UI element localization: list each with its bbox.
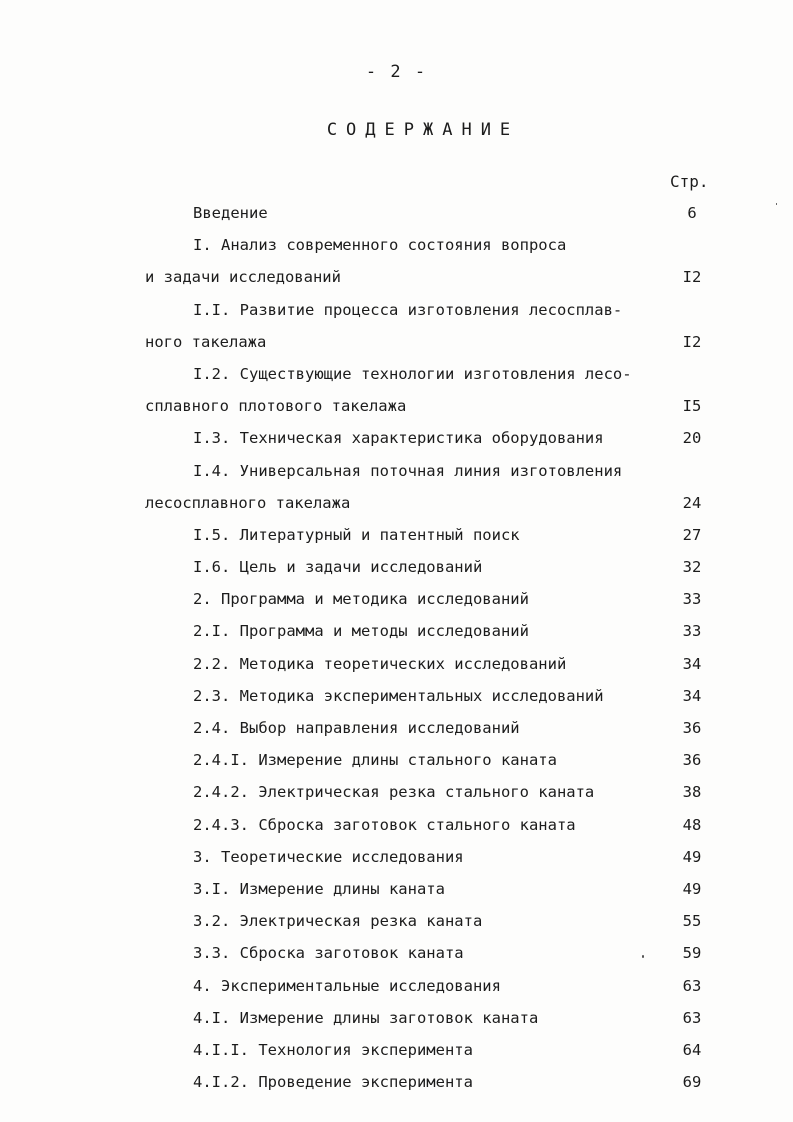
toc-entry-title: 2.4.3. Сброска заготовок стального каната — [193, 815, 576, 834]
toc-entry-page: 63 — [682, 976, 702, 995]
toc-entry-title: I.I. Развитие процесса изготовления лесосплав- — [193, 300, 623, 319]
toc-entry — [0, 777, 793, 809]
page-title: СОДЕРЖАНИЕ — [326, 120, 520, 140]
toc-entry-title: 2.4.2. Электрическая резка стального каната — [193, 783, 595, 802]
toc-entry-title: 4.I.2. Проведение эксперимента — [193, 1073, 473, 1092]
toc-entry-title: I.5. Литературный и патентный поиск — [193, 525, 520, 544]
toc-entry — [0, 649, 793, 681]
toc-entry-title: 2.I. Программа и методы исследований — [193, 622, 529, 641]
toc-entry — [0, 745, 793, 777]
toc-entry — [0, 327, 793, 359]
toc-entry-title: 3.I. Измерение длины каната — [193, 879, 445, 898]
toc-entry — [0, 520, 793, 552]
toc-entry — [0, 456, 793, 488]
toc-entry — [0, 938, 793, 970]
toc-entry-page: 55 — [682, 912, 702, 931]
toc-entry-page: 69 — [682, 1073, 702, 1092]
toc-entry-title: 2.2. Методика теоретических исследований — [193, 654, 567, 673]
scan-speck — [776, 203, 777, 205]
toc-entry-title: Введение — [193, 204, 268, 222]
toc-entry-title: I.3. Техническая характеристика оборудования — [193, 429, 604, 448]
toc-entry — [0, 681, 793, 713]
toc-entry-title: и задачи исследований — [145, 268, 341, 287]
toc-entry-page: 59 — [682, 944, 702, 963]
toc-entry-title: I.6. Цель и задачи исследований — [193, 558, 483, 577]
toc-entry-title: ного такелажа — [145, 332, 267, 351]
scan-speck — [642, 955, 644, 958]
toc-entry — [0, 423, 793, 455]
toc-entry-title: I. Анализ современного состояния вопроса — [193, 236, 567, 255]
toc-entry-page: 20 — [682, 429, 702, 448]
toc-entry-title: 2. Программа и методика исследований — [193, 590, 529, 609]
toc-entry-page: 32 — [682, 558, 702, 577]
table-of-contents — [0, 198, 793, 1099]
toc-entry — [0, 1067, 793, 1099]
toc-entry-page: I2 — [682, 332, 702, 351]
toc-entry-page: 33 — [682, 622, 702, 641]
toc-entry — [0, 874, 793, 906]
toc-entry-title: 2.4. Выбор направления исследований — [193, 719, 520, 737]
toc-entry — [0, 359, 793, 391]
toc-entry-page: 38 — [682, 783, 702, 802]
toc-entry-page: 63 — [682, 1008, 702, 1027]
toc-entry — [0, 262, 793, 294]
toc-entry-page: I2 — [682, 268, 702, 287]
toc-entry-page: 36 — [682, 751, 702, 770]
toc-entry — [0, 488, 793, 520]
toc-entry — [0, 198, 793, 230]
toc-entry-page: 34 — [682, 686, 702, 705]
toc-entry-title: лесосплавного такелажа — [145, 493, 351, 512]
toc-entry — [0, 295, 793, 327]
toc-entry — [0, 616, 793, 648]
toc-entry-page: 48 — [682, 815, 702, 834]
toc-entry-page: 33 — [682, 590, 702, 609]
toc-entry — [0, 391, 793, 423]
toc-entry-page: 64 — [682, 1040, 702, 1059]
toc-entry-title: 4.I.I. Технология эксперимента — [193, 1040, 473, 1059]
toc-entry-title: сплавного плотового такелажа — [145, 397, 407, 416]
toc-entry-page: 36 — [682, 719, 702, 737]
toc-entry-page: 49 — [682, 879, 702, 898]
toc-entry — [0, 810, 793, 842]
toc-entry — [0, 713, 793, 745]
toc-entry-page: 27 — [682, 525, 702, 544]
toc-entry — [0, 1035, 793, 1067]
toc-entry-title: I.2. Существующие технологии изготовления лесо- — [193, 364, 632, 383]
toc-entry-page: 24 — [682, 493, 702, 512]
toc-entry-title: 4. Экспериментальные исследования — [193, 976, 501, 995]
toc-entry-title: I.4. Универсальная поточная линия изготовления — [193, 461, 623, 480]
toc-entry-title: 2.4.I. Измерение длины стального каната — [193, 751, 557, 770]
toc-entry — [0, 584, 793, 616]
toc-entry — [0, 906, 793, 938]
toc-entry — [0, 230, 793, 262]
toc-entry — [0, 971, 793, 1003]
toc-entry-title: 2.3. Методика экспериментальных исследований — [193, 686, 604, 705]
toc-entry-page: 49 — [682, 847, 702, 866]
toc-entry-page: 34 — [682, 654, 702, 673]
page-column-label: Стр. — [670, 172, 709, 191]
page-number: - 2 - — [365, 62, 428, 82]
toc-entry — [0, 552, 793, 584]
toc-entry-title: 4.I. Измерение длины заготовок каната — [193, 1008, 539, 1027]
toc-entry-title: 3. Теоретические исследования — [193, 847, 464, 866]
toc-entry — [0, 1003, 793, 1035]
toc-entry-page: 6 — [687, 204, 697, 222]
toc-entry-title: 3.2. Электрическая резка каната — [193, 912, 483, 931]
toc-entry-page: I5 — [682, 397, 702, 416]
toc-entry — [0, 842, 793, 874]
toc-entry-title: 3.3. Сброска заготовок каната — [193, 944, 464, 963]
